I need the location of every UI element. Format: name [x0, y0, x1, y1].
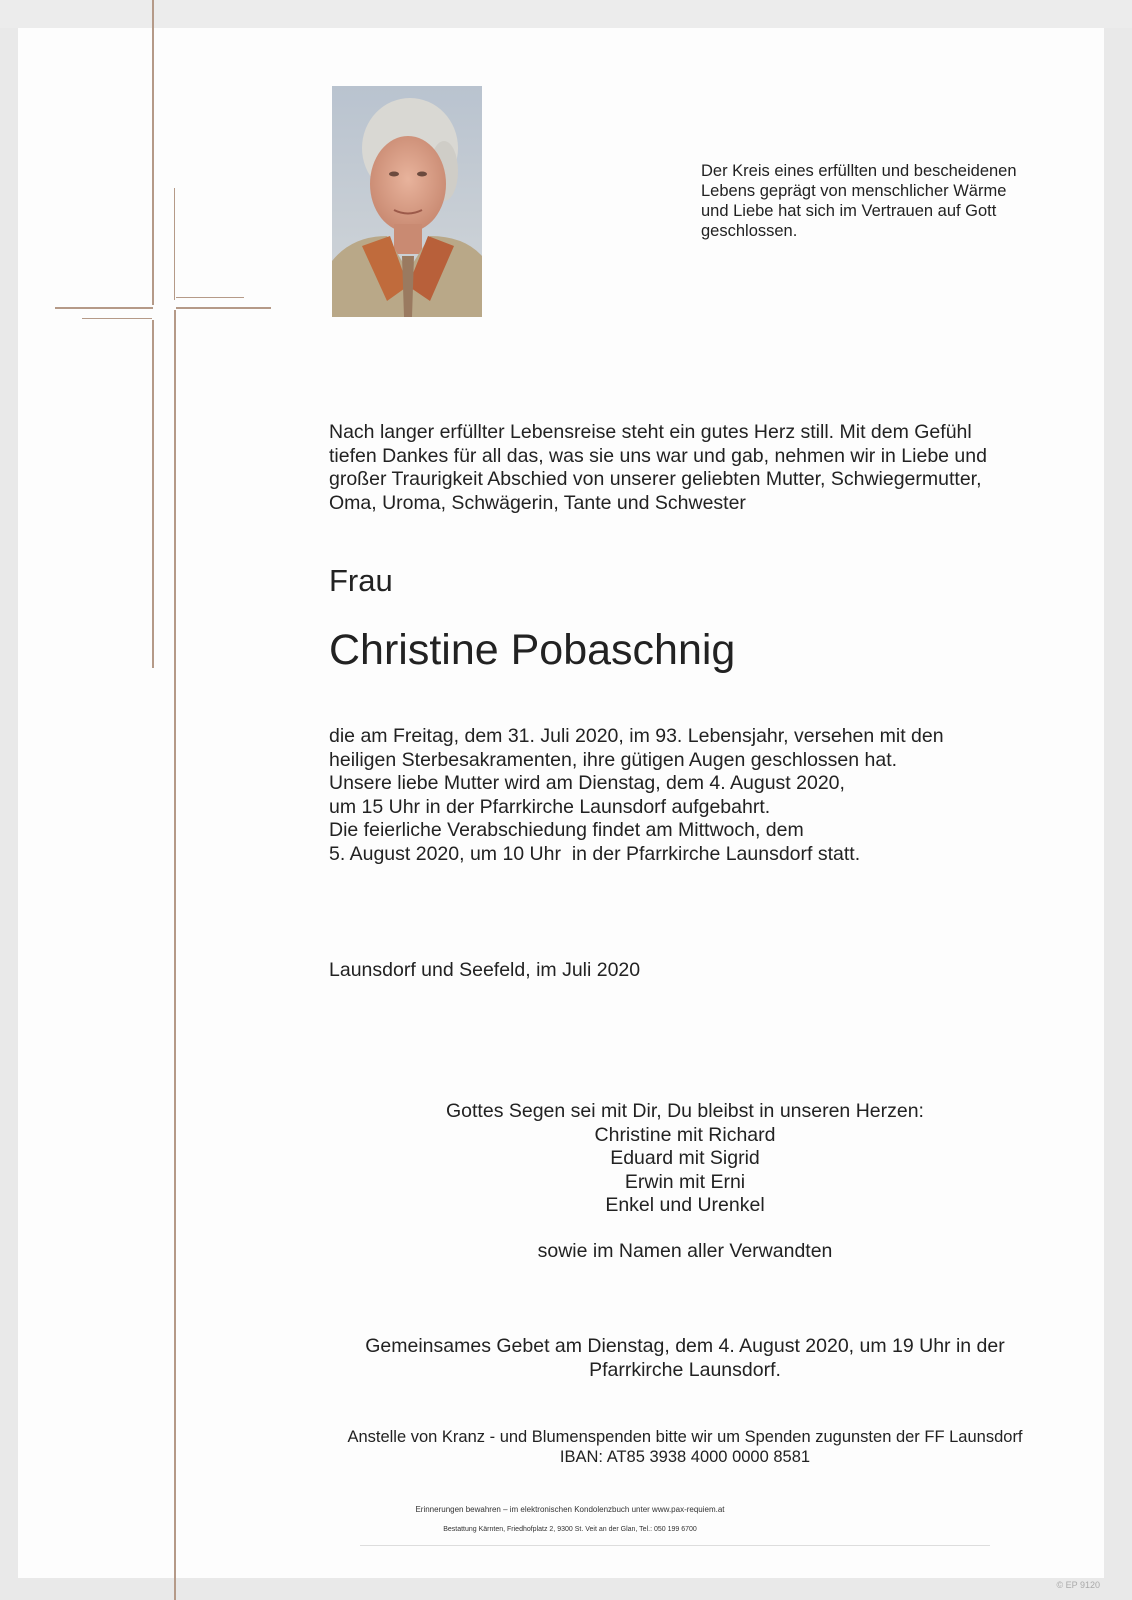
details-line: heiligen Sterbesakramenten, ihre gütigen Augen geschlossen hat. — [329, 748, 898, 771]
details-line: Die feierliche Verabschiedung findet am Mittwoch, dem — [329, 819, 804, 841]
portrait-photo — [332, 86, 482, 317]
mourners-line: Eduard mit Sigrid — [610, 1147, 760, 1169]
details-line: Unsere liebe Mutter wird am Dienstag, dem 4. August 2020, — [329, 772, 845, 794]
funeral-details — [329, 725, 1069, 866]
donation-note — [300, 1428, 1070, 1467]
intro-line: Oma, Uroma, Schwägerin, Tante und Schwester — [329, 491, 746, 514]
intro-line: tiefen Dankes für all das, was sie uns war und gab, nehmen wir in Liebe und — [329, 444, 987, 467]
details-line: um 15 Uhr in der Pfarrkirche Launsdorf aufgebahrt. — [329, 795, 771, 818]
relatives-note: sowie im Namen aller Verwandten — [537, 1240, 833, 1262]
quote-line: geschlossen. — [701, 222, 798, 240]
footer-undertaker: Bestattung Kärnten, Friedhofplatz 2, 9300 St. Veit an der Glan, Tel.: 050 199 6700 — [443, 1526, 697, 1533]
mourners-list — [340, 1100, 1030, 1218]
quote-line: Der Kreis eines erfüllten und bescheidenen — [701, 162, 1017, 180]
place-date: Launsdorf und Seefeld, im Juli 2020 — [329, 959, 641, 981]
quote-line: Lebens geprägt von menschlicher Wärme — [701, 182, 1007, 200]
template-code: © EP 9120 — [1056, 1580, 1100, 1590]
quote-line: und Liebe hat sich im Vertrauen auf Gott — [701, 202, 997, 220]
mourners-line: Gottes Segen sei mit Dir, Du bleibst in unseren Herzen: — [446, 1100, 924, 1122]
donation-iban: IBAN: AT85 3938 4000 0000 8581 — [559, 1447, 811, 1466]
prayer-line: Pfarrkirche Launsdorf. — [589, 1358, 781, 1381]
details-line: 5. August 2020, um 10 Uhr in der Pfarrkirche Launsdorf statt. — [329, 842, 861, 865]
prayer-announcement — [330, 1335, 1040, 1382]
intro-line: großer Traurigkeit Abschied von unserer geliebten Mutter, Schwiegermutter, — [329, 468, 982, 490]
footer-divider — [360, 1545, 990, 1546]
prayer-line: Gemeinsames Gebet am Dienstag, dem 4. August 2020, um 19 Uhr in der — [365, 1335, 1005, 1357]
donation-line: Anstelle von Kranz - und Blumenspenden bitte wir um Spenden zugunsten der FF Launsdorf — [347, 1428, 1023, 1446]
mourners-line: Erwin mit Erni — [624, 1170, 746, 1193]
scan-edge — [0, 0, 1132, 28]
footer-condolence: Erinnerungen bewahren – im elektronischen Kondolenzbuch unter www.pax-requiem.at — [415, 1505, 725, 1514]
mourners-line: Christine mit Richard — [594, 1123, 776, 1146]
intro-paragraph — [329, 421, 1069, 515]
intro-line: Nach langer erfüllter Lebensreise steht ein gutes Herz still. Mit dem Gefühl — [329, 421, 972, 443]
salutation: Frau — [329, 563, 393, 598]
portrait-photo-icon — [332, 86, 482, 317]
deceased-name: Christine Pobaschnig — [329, 626, 736, 674]
memorial-quote — [701, 161, 1041, 241]
details-line: die am Freitag, dem 31. Juli 2020, im 93. Lebensjahr, versehen mit den — [329, 725, 944, 747]
mourners-line: Enkel und Urenkel — [605, 1194, 765, 1216]
